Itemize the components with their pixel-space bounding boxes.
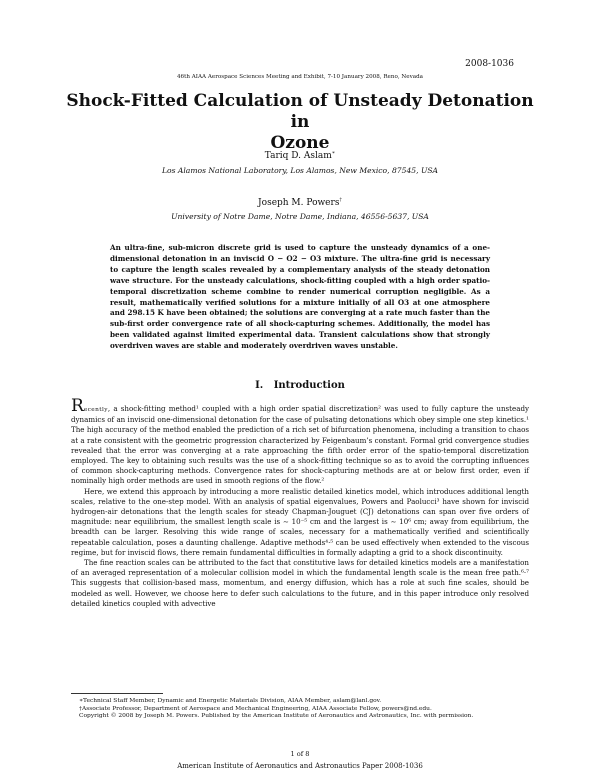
author-1-affiliation: Los Alamos National Laboratory, Los Alamos, New Mexico, 87545, USA	[161, 166, 439, 175]
page-number: 1 of 8	[290, 750, 310, 758]
footnotes	[71, 698, 529, 721]
drop-cap: R	[71, 396, 84, 416]
paper-id: 2008-1036	[465, 59, 514, 69]
smallcaps-word: ecently	[83, 407, 108, 413]
conference-line: 46th AIAA Aerospace Sciences Meeting and Exhibit, 7-10 January 2008, Reno, Nevada	[177, 74, 423, 80]
paper-title	[60, 91, 540, 154]
paragraph-1-text: , a shock-fitting method¹ coupled with a high order spatial discretization² was used to fully capture the unsteady dynamics of an inviscid one-dimensional detonation for the case of pulsating detonations which obey simple one step kinetics.¹ The high accuracy of the method enabled the prediction of a rich set of bifurcation phenomena, including a transition to chaos at a rate consistent with the geometric progression characterized by Feigenbaum’s constant. Formal grid convergence studies revealed that the error was converging at a rate approaching the fifth order error of the spatio-temporal discretization employed. The key to obtaining such results was the use of a shock-fitting technique so as to avoid the corrupting influences of common shock-capturing methods. Convergence rates for shock-capturing methods are at or below first order, even if nominally high order methods are used in smooth regions of the flow.²	[71, 404, 529, 486]
author-2	[0, 197, 600, 208]
footnote-1: ∗Technical Staff Member, Dynamic and Energetic Materials Division, AIAA Member, aslam@lanl.gov.	[79, 698, 382, 704]
abstract: An ultra-fine, sub-micron discrete grid is used to capture the unsteady dynamics of a one-dimensional detonation in an inviscid O − O2 − O3 mixture. The ultra-fine grid is necessary to capture the length scales revealed by a complementary analysis of the steady detonation wave structure. For the unsteady calculations, shock-fitting coupled with a high order spatio-temporal discretization scheme combine to render numerical corruption negligible. As a result, mathematically verified solutions for a mixture initially of all O3 at one atmosphere and 298.15 K have been obtained; the solutions are converging at a rate much faster than the sub-first order convergence rate of all shock-capturing schemes. Additionally, the model has been validated against limited experimental data. Transient calculations show that strongly overdriven waves are stable and moderately overdriven waves unstable.	[110, 243, 490, 351]
section-heading	[0, 380, 600, 391]
title-line-1: Shock-Fitted Calculation of Unsteady Detonation in	[66, 91, 534, 132]
author-2-affiliation: University of Notre Dame, Notre Dame, Indiana, 46556-5637, USA	[171, 212, 429, 221]
footnote-2: †Associate Professor, Department of Aerospace and Mechanical Engineering, AIAA Associate Fellow, powers@nd.edu.	[79, 705, 432, 712]
title-line-2: Ozone	[270, 133, 330, 153]
intro-body	[71, 396, 529, 609]
section-title: Introduction	[273, 380, 345, 391]
author-1-name: Tariq D. Aslam	[264, 151, 332, 161]
page-footer: American Institute of Aeronautics and Astronautics Paper 2008-1036	[177, 762, 423, 770]
intro-paragraph-3: The fine reaction scales can be attributed to the fact that constitutive laws for detailed kinetics models are a manifestation of an averaged representation of a molecular collision model in which the fundamental length scale is the mean free path.⁶·⁷ This suggests that collision-based mass, momentum, and energy diffusion, which has a role at such fine scales, should be modeled as well. However, we choose here to defer such calculations to the future, and in this paper introduce only resolved detailed kinetics coupled with advective	[71, 558, 529, 608]
intro-paragraph-2: Here, we extend this approach by introducing a more realistic detailed kinetics model, which introduces additional length scales, relative to the one-step model. With an analysis of spatial eigenvalues, Powers and Paolucci³ have shown for inviscid hydrogen-air detonations that the length scales for steady Chapman-Jouguet (CJ) detonations can span over five orders of magnitude: near equilibrium, the smallest length scale is ∼ 10⁻⁵ cm and the largest is ∼ 10⁶ cm; away from equilibrium, the breadth can be larger. Resolving this wide range of scales, necessary for a mathematically verified and scientifically repeatable calculation, poses a daunting challenge. Adaptive methods⁴·⁵ can be used effectively when extended to the viscous regime, but for inviscid flows, there remain fundamental difficulties in formally adapting a grid to a shock discontinuity.	[71, 486, 529, 557]
section-number: I.	[255, 380, 264, 391]
footnote-3: Copyright © 2008 by Joseph M. Powers. Published by the American Institute of Aeronautics and Astronautics, Inc. with permission.	[79, 713, 474, 720]
footnote-rule	[71, 693, 163, 694]
intro-paragraph-1	[71, 396, 529, 487]
author-2-mark: †	[339, 197, 342, 203]
author-2-name: Joseph M. Powers	[258, 198, 340, 208]
author-1	[0, 150, 600, 161]
author-1-mark: ∗	[331, 150, 336, 156]
